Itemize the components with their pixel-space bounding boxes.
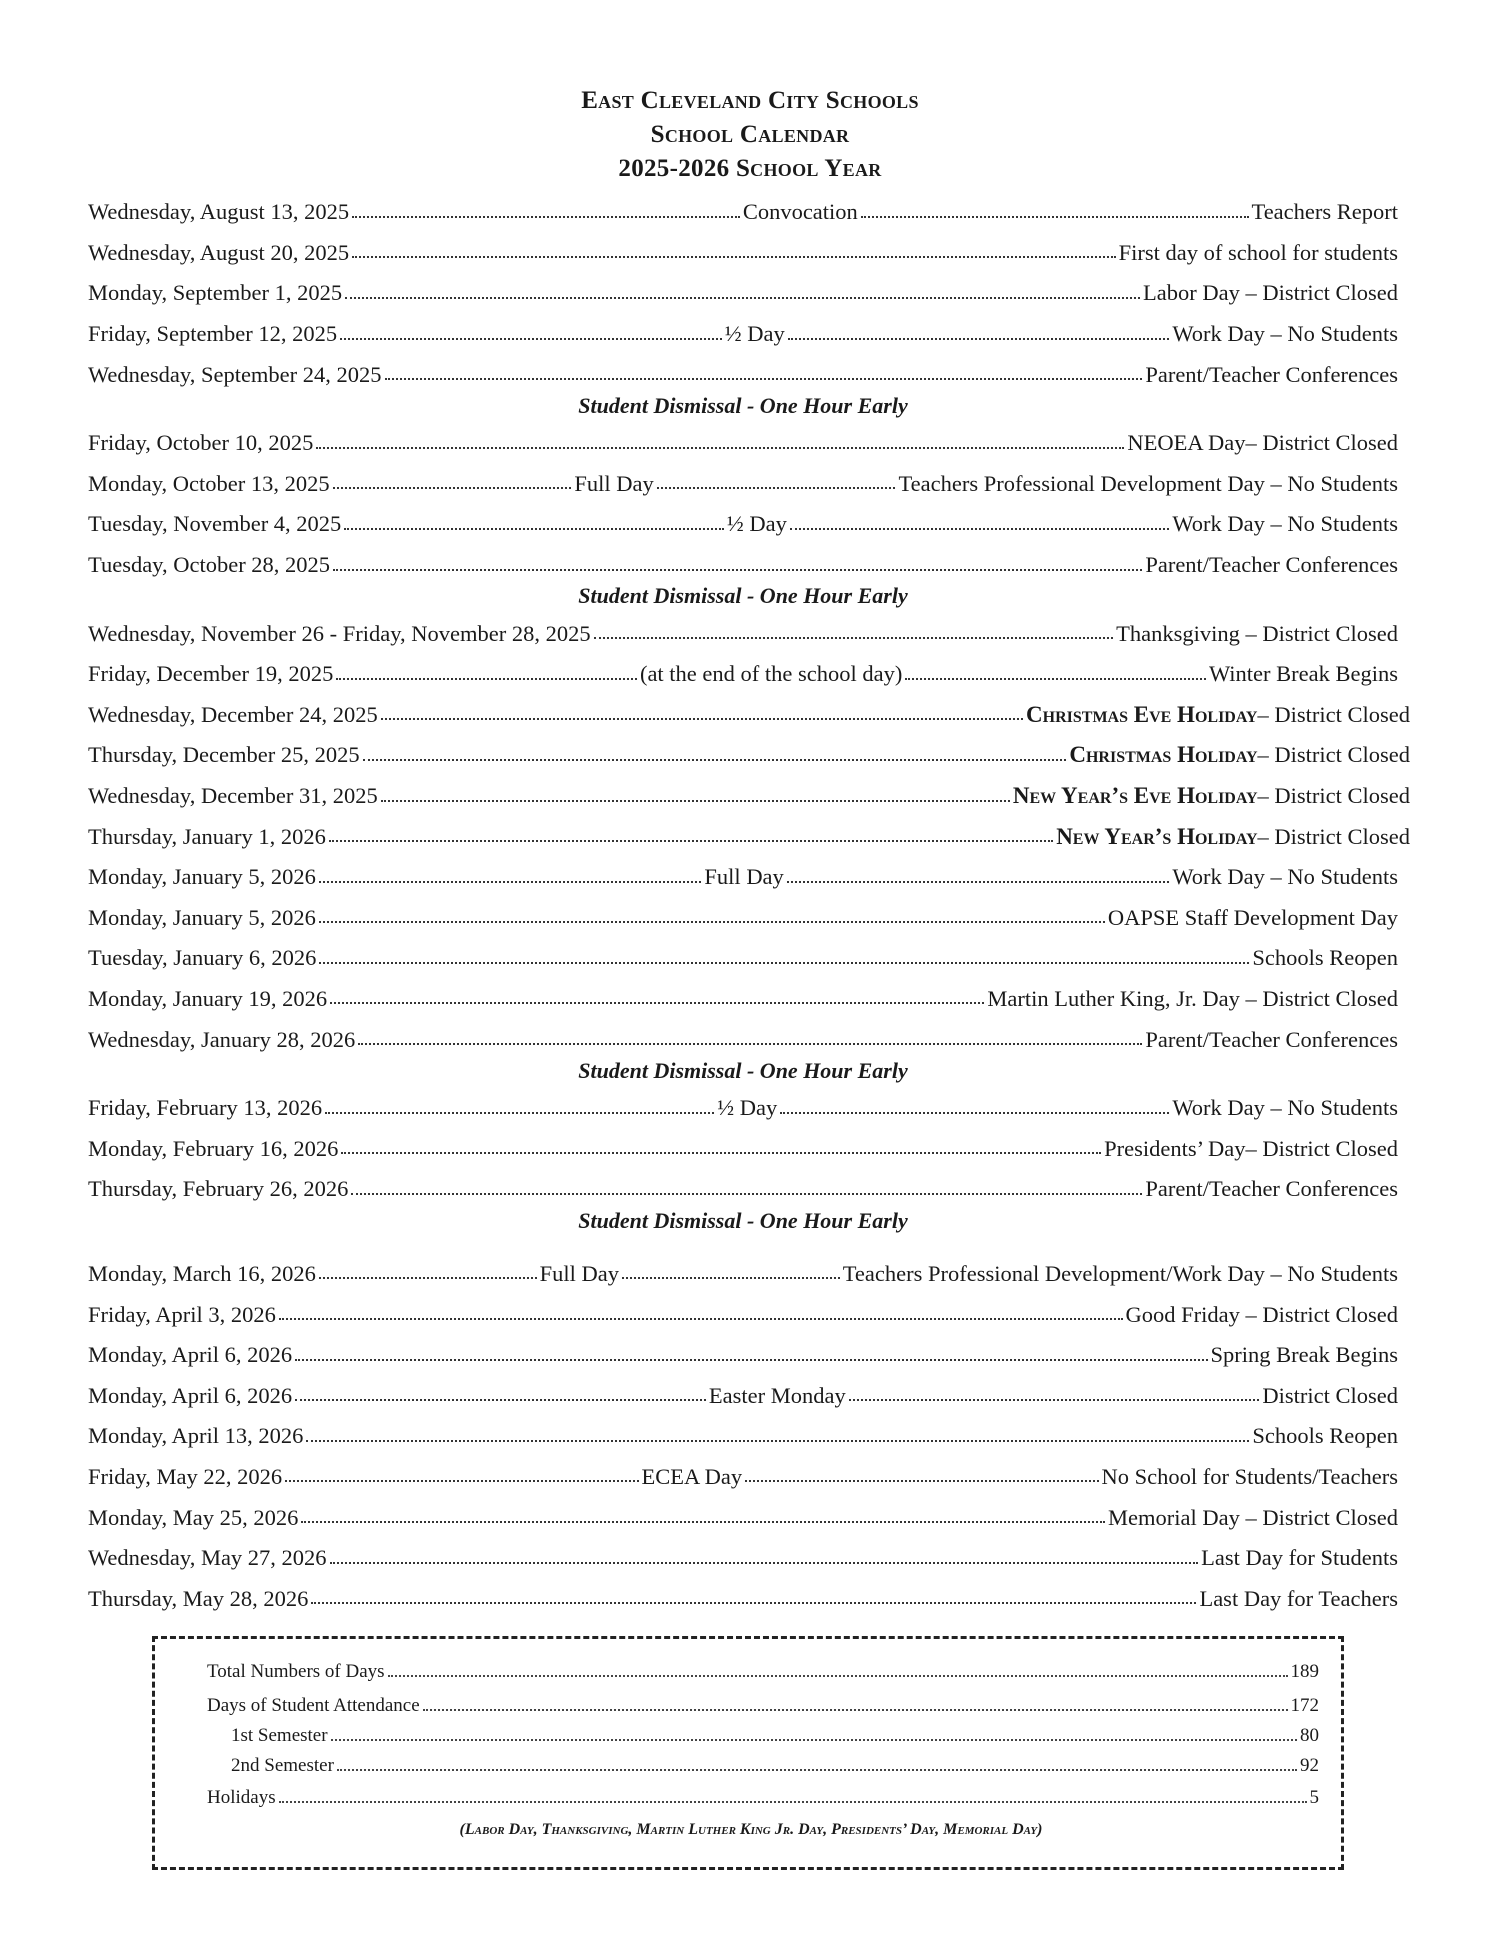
event-date: Friday, April 3, 2026 [88,1301,276,1327]
event-date: Monday, April 13, 2026 [88,1423,304,1449]
dot-leader [279,1317,1123,1320]
event-date: Friday, October 10, 2025 [88,430,314,456]
event-description: Winter Break Begins [1208,661,1399,687]
dot-leader [787,880,1170,883]
calendar-row [88,1169,1398,1210]
event-date: Wednesday, December 24, 2025 [88,701,378,727]
holiday-name: New Year’s Holiday [1056,823,1258,849]
calendar-row [88,898,1398,939]
dot-leader [385,377,1143,380]
event-date: Thursday, February 26, 2026 [88,1176,349,1202]
event-description: Parent/Teacher Conferences [1145,1026,1398,1052]
dot-leader [295,1358,1207,1361]
event-description: Schools Reopen [1252,1423,1398,1449]
event-description: Spring Break Begins [1210,1342,1398,1368]
dot-leader [363,758,1067,761]
event-description: Last Day for Students [1201,1545,1398,1571]
event-date: Tuesday, January 6, 2026 [88,945,317,971]
dismissal-note: Student Dismissal - One Hour Early [578,1057,908,1083]
dot-leader [330,1561,1199,1564]
event-description: Work Day – No Students [1172,511,1399,537]
dot-leader [594,636,1113,639]
dot-leader [388,1674,1288,1677]
event-description: OAPSE Staff Development Day [1107,904,1398,930]
event-date: Friday, December 19, 2025 [88,661,334,687]
event-duration: ECEA Day [641,1463,743,1489]
event-date: Wednesday, November 26 - Friday, November 28, 2025 [88,620,591,646]
event-description: Presidents’ Day– District Closed [1104,1135,1398,1161]
event-date: Monday, September 1, 2025 [88,280,343,306]
summary-row [207,1695,1319,1717]
dot-leader [319,920,1105,923]
dot-leader [306,1439,1249,1442]
calendar-row [88,857,1398,898]
event-date: Friday, May 22, 2026 [88,1463,283,1489]
dismissal-note: Student Dismissal - One Hour Early [578,392,908,418]
event-description: Memorial Day – District Closed [1108,1504,1398,1530]
dot-leader [352,255,1116,258]
event-description: NEOEA Day– District Closed [1127,430,1398,456]
dot-leader [333,486,572,489]
event-duration: Easter Monday [708,1382,846,1408]
summary-label: Days of Student Attendance [207,1695,420,1716]
event-date: Monday, February 16, 2026 [88,1135,339,1161]
summary-label: 1st Semester [231,1725,328,1746]
event-date: Monday, May 25, 2026 [88,1504,299,1530]
school-year: 2025-2026 School Year [618,155,882,182]
event-date: Monday, April 6, 2026 [88,1382,293,1408]
dot-leader [331,1738,1297,1741]
dot-leader [319,880,702,883]
dot-leader [790,527,1170,530]
dot-leader [745,1479,1098,1482]
calendar-row [88,776,1410,817]
summary-value: 189 [1290,1661,1319,1682]
event-description: Last Day for Teachers [1199,1585,1398,1611]
event-duration: Full Day [539,1260,620,1286]
dismissal-note: Student Dismissal - One Hour Early [578,583,908,609]
event-duration: ½ Day [724,321,785,347]
calendar-row [88,1457,1398,1498]
event-description: Teachers Professional Development Day – No Students [898,470,1399,496]
holiday-name: New Year’s Eve Holiday [1012,783,1258,809]
event-date: Monday, March 16, 2026 [88,1260,316,1286]
event-date: Friday, September 12, 2025 [88,321,338,347]
dot-leader [849,1398,1260,1401]
event-description: Teachers Report [1251,199,1398,225]
dot-leader [381,717,1023,720]
calendar-row [88,354,1398,395]
dot-leader [301,1520,1105,1523]
summary-value: 80 [1300,1725,1319,1746]
summary-value: 92 [1300,1755,1319,1776]
event-description: – District Closed [1257,701,1410,727]
event-date: Friday, February 13, 2026 [88,1095,323,1121]
event-description: Martin Luther King, Jr. Day – District Closed [987,985,1398,1011]
event-duration: Full Day [574,470,654,496]
calendar-row [88,979,1398,1020]
event-description: District Closed [1262,1382,1399,1408]
event-description: First day of school for students [1118,239,1398,265]
dot-leader [622,1276,840,1279]
calendar-row [88,423,1398,464]
dot-leader [311,1601,1196,1604]
dot-leader [333,568,1142,571]
event-description: Work Day – No Students [1172,864,1399,890]
dot-leader [358,1042,1142,1045]
dot-leader [345,296,1140,299]
dot-leader [285,1479,638,1482]
event-date: Monday, January 5, 2026 [88,864,316,890]
calendar-row [88,233,1398,274]
dot-leader [319,961,1249,964]
dot-leader [336,677,637,680]
event-date: Thursday, December 25, 2025 [88,742,360,768]
summary-label: 2nd Semester [231,1755,334,1776]
dot-leader [381,799,1010,802]
dot-leader [352,215,740,218]
event-description: Good Friday – District Closed [1125,1301,1398,1327]
dot-leader [295,1398,706,1401]
calendar-row [88,314,1398,355]
event-date: Wednesday, August 20, 2025 [88,239,350,265]
event-description: Teachers Professional Development/Work Day – No Students [842,1260,1398,1286]
district-name: East Cleveland City Schools [581,87,919,114]
summary-row [231,1755,1319,1777]
event-description: Labor Day – District Closed [1143,280,1398,306]
calendar-row [88,1294,1398,1335]
calendar-row [88,613,1398,654]
dot-leader [780,1111,1169,1114]
dot-leader [316,446,1124,449]
event-date: Wednesday, May 27, 2026 [88,1545,327,1571]
calendar-row [88,695,1410,736]
holidays-footnote: (Labor Day, Thanksgiving, Martin Luther King Jr. Day, Presidents’ Day, Memorial Day) [459,1821,1043,1838]
dot-leader [344,527,724,530]
dot-leader [329,839,1053,842]
calendar-list [88,192,1410,1619]
calendar-row [88,504,1398,545]
calendar-header [0,84,1500,186]
dot-leader [319,1276,537,1279]
calendar-row [88,1538,1398,1579]
event-date: Tuesday, October 28, 2025 [88,552,331,578]
dot-leader [861,215,1249,218]
event-description: Work Day – No Students [1172,1095,1398,1121]
dot-leader [279,1800,1307,1803]
calendar-row [88,654,1398,695]
dismissal-note: Student Dismissal - One Hour Early [578,1207,908,1233]
event-description: – District Closed [1257,783,1410,809]
dot-leader [423,1708,1288,1711]
event-date: Wednesday, December 31, 2025 [88,783,378,809]
calendar-row [88,1375,1398,1416]
dot-leader [341,1151,1101,1154]
calendar-title: School Calendar [650,121,850,148]
event-date: Tuesday, November 4, 2025 [88,511,342,537]
event-description: – District Closed [1257,742,1410,768]
event-date: Monday, January 19, 2026 [88,985,328,1011]
summary-label: Holidays [207,1787,276,1808]
calendar-row [88,464,1398,505]
event-description: Parent/Teacher Conferences [1145,1176,1398,1202]
calendar-row [88,1019,1398,1060]
summary-row [231,1725,1319,1747]
calendar-row [88,545,1398,586]
event-duration: ½ Day [717,1095,778,1121]
calendar-row [88,1416,1398,1457]
event-description: Parent/Teacher Conferences [1145,361,1398,387]
dot-leader [340,337,722,340]
summary-box [152,1636,1344,1870]
event-duration: Full Day [704,864,784,890]
holiday-name: Christmas Eve Holiday [1026,701,1258,727]
summary-value: 172 [1290,1695,1319,1716]
calendar-row [88,1254,1398,1295]
calendar-row [88,938,1398,979]
event-description: – District Closed [1257,823,1410,849]
dot-leader [905,677,1206,680]
calendar-row [88,1578,1398,1619]
event-date: Monday, October 13, 2025 [88,470,330,496]
event-date: Monday, April 6, 2026 [88,1342,293,1368]
event-duration: (at the end of the school day) [639,661,903,687]
summary-value: 5 [1309,1787,1319,1808]
calendar-row [88,1088,1398,1129]
event-date: Thursday, January 1, 2026 [88,823,326,849]
dot-leader [337,1768,1297,1771]
event-duration: ½ Day [726,511,787,537]
event-date: Wednesday, January 28, 2026 [88,1026,356,1052]
event-duration: Convocation [742,199,858,225]
event-date: Monday, January 5, 2026 [88,904,316,930]
dot-leader [657,486,896,489]
calendar-row [88,1497,1398,1538]
calendar-row [88,816,1410,857]
calendar-row [88,735,1410,776]
dot-leader [330,1001,984,1004]
event-description: Schools Reopen [1252,945,1398,971]
event-date: Wednesday, August 13, 2025 [88,199,350,225]
calendar-row [88,1128,1398,1169]
event-date: Thursday, May 28, 2026 [88,1585,309,1611]
event-description: No School for Students/Teachers [1101,1463,1398,1489]
dot-leader [788,337,1170,340]
event-description: Thanksgiving – District Closed [1116,620,1398,646]
summary-row [207,1661,1319,1683]
event-description: Parent/Teacher Conferences [1145,552,1398,578]
calendar-row [88,273,1398,314]
event-description: Work Day – No Students [1172,321,1398,347]
summary-row [207,1787,1319,1809]
event-date: Wednesday, September 24, 2025 [88,361,382,387]
summary-label: Total Numbers of Days [207,1661,385,1682]
holiday-name: Christmas Holiday [1069,742,1258,768]
calendar-row [88,1335,1398,1376]
dot-leader [325,1111,714,1114]
dot-leader [351,1192,1142,1195]
calendar-row [88,192,1398,233]
